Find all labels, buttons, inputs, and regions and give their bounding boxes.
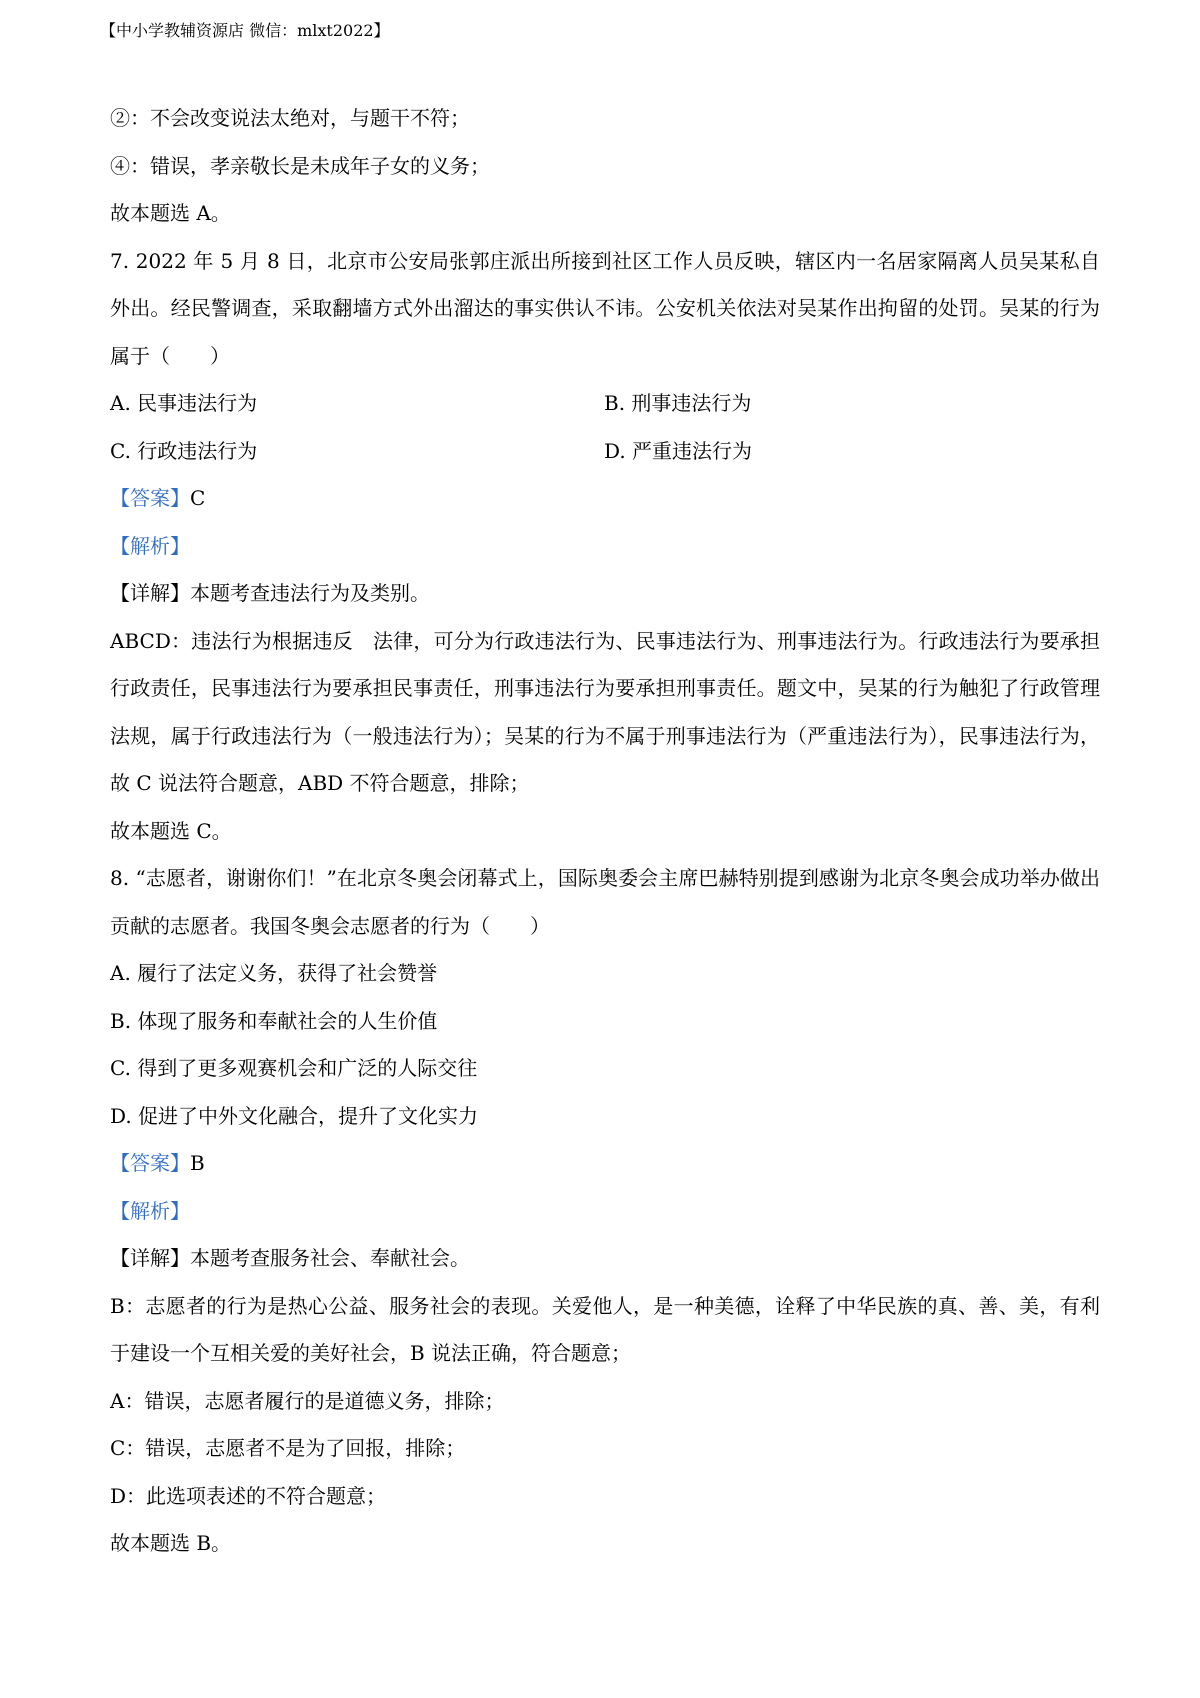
- q8-option-c: C. 得到了更多观赛机会和广泛的人际交往: [110, 1056, 478, 1080]
- q8-answer: [110, 1140, 1100, 1188]
- q8-explanation-c: C：错误，志愿者不是为了回报，排除；: [110, 1436, 466, 1460]
- q8-answer-label: 【答案】: [110, 1151, 190, 1175]
- prev-explanation-2: ②：不会改变说法太绝对，与题干不符；: [110, 106, 470, 130]
- q8-option-a: A. 履行了法定义务，获得了社会赞誉: [110, 961, 438, 985]
- q7-answer-label: 【答案】: [110, 486, 190, 510]
- q8-analysis-label: 【解析】: [110, 1198, 190, 1223]
- q7-options-row-2: [110, 428, 1100, 476]
- q7-option-c: C. 行政违法行为: [110, 438, 258, 463]
- q7-option-a: A. 民事违法行为: [110, 391, 258, 415]
- q7-option-d: D. 严重违法行为: [604, 438, 753, 463]
- q7-conclusion: 故本题选 C。: [110, 818, 232, 843]
- q7-option-b: B. 刑事违法行为: [604, 391, 752, 415]
- q8-answer-value: B: [190, 1151, 205, 1175]
- q8-explanation-d: D：此选项表述的不符合题意；: [110, 1483, 387, 1508]
- page-content: [110, 95, 1100, 1568]
- prev-explanation-4: ④：错误，孝亲敬长是未成年子女的义务；: [110, 153, 490, 178]
- q8-option-d: D. 促进了中外文化融合，提升了文化实力: [110, 1103, 479, 1128]
- q8-option-b: B. 体现了服务和奉献社会的人生价值: [110, 1008, 438, 1033]
- q8-detail: 【详解】本题考查服务社会、奉献社会。: [110, 1246, 470, 1270]
- page-header: 【中小学教辅资源店 微信：mlxt2022】: [100, 21, 390, 40]
- prev-conclusion: 故本题选 A。: [110, 201, 231, 225]
- q8-conclusion: 故本题选 B。: [110, 1531, 232, 1555]
- q7-options-row-1: [110, 380, 1100, 428]
- q7-answer-value: C: [190, 486, 206, 510]
- q7-explanation: ABCD：违法行为根据违反 法律，可分为行政违法行为、民事违法行为、刑事违法行为。行政违法行为要承担行政责任，民事违法行为要承担民事责任，刑事违法行为要承担刑事责任。题文中，吴某的行为触犯了行政管理法规，属于行政违法行为（一般违法行为）；吴某的行为不属于刑事违法行为（严重违法行为），民事违法行为，故 C 说法符合题意，ABD 不符合题意，排除；: [110, 628, 1100, 795]
- q8-stem: 8. “志愿者，谢谢你们！”在北京冬奥会闭幕式上，国际奥委会主席巴赫特别提到感谢为北京冬奥会成功举办做出贡献的志愿者。我国冬奥会志愿者的行为（ ）: [110, 866, 1100, 938]
- q7-analysis-label: 【解析】: [110, 533, 190, 558]
- q8-explanation-b: B：志愿者的行为是热心公益、服务社会的表现。关爱他人，是一种美德，诠释了中华民族的真、善、美，有利于建设一个互相关爱的美好社会，B 说法正确，符合题意；: [110, 1293, 1100, 1365]
- q7-stem: 7. 2022 年 5 月 8 日，北京市公安局张郭庄派出所接到社区工作人员反映，辖区内一名居家隔离人员吴某私自外出。经民警调查，采取翻墙方式外出溜达的事实供认不讳。公安机关依法对吴某作出拘留的处罚。吴某的行为属于（ ）: [110, 248, 1100, 368]
- q8-explanation-a: A：错误，志愿者履行的是道德义务，排除；: [110, 1388, 505, 1413]
- q7-answer: [110, 475, 1100, 523]
- q7-detail: 【详解】本题考查违法行为及类别。: [110, 581, 430, 605]
